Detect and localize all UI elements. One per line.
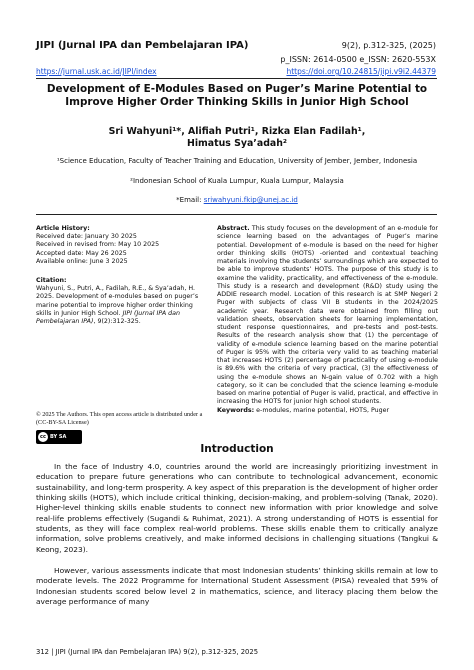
volume-info: 9(2), p.312-325, (2025)	[341, 41, 436, 50]
section-divider	[36, 214, 437, 215]
issn-info: p_ISSN: 2614-0500 e_ISSN: 2620-553X	[280, 55, 436, 64]
intro-paragraph-1: In the face of Industry 4.0, countries around the world are increasingly prioritizing investment in education to prepare future generations who can contribute to technological advancement, economic sustainability, and long-term prosperity. A key aspect of this preparation is the development of higher order thinking skills (HOTS), which include critical thinking, decision-making, and problem-solving (Tanak, 2020). Higher-level thinking skills enable students to connect new information with prior knowledge and solve real-life problems effectively (Sugandi & Ruhimat, 2021). A strong understanding of HOTS is essential for students, as they will face complex real-world problems. These skills enable them to critically analyze information, solve problems creatively, and make informed decisions in challenging situations (Tangkui & Keong, 2023).	[36, 462, 438, 554]
citation-journal: JIPI (Jurnal IPA dan Pembelajaran IPA)	[36, 309, 180, 326]
article-title: Development of E-Modules Based on Puger’s Marine Potential to Improve Higher Order Thinking Skills in Junior High School	[46, 83, 428, 108]
cc-by-sa-badge[interactable]	[36, 430, 82, 444]
license-text: © 2025 The Authors. This open access article is distributed under a (CC-BY-SA License)	[36, 411, 203, 426]
cc-logo-icon: cc	[38, 432, 48, 442]
authors	[40, 126, 434, 150]
history-heading: Article History:	[36, 225, 90, 232]
received-date: Received date: January 30 2025	[36, 233, 137, 241]
cc-badge-text: BY SA	[50, 434, 67, 440]
citation-main: Wahyuni, S., Putri, A., Fadilah, R.E., & Sya’adah, H. 2025. Development of e-modules based on puger’s marine potential to improve higher order thinking skills in Junior High School.	[36, 285, 199, 317]
authors-line-1: Sri Wahyuni¹*, Alifiah Putri¹, Rizka Elan Fadilah¹,	[108, 126, 366, 137]
citation-text	[36, 285, 206, 326]
keywords-label: Keywords:	[217, 406, 255, 414]
corresponding-email	[40, 196, 434, 204]
page-footer: 312 | JIPI (Jurnal IPA dan Pembelajaran IPA) 9(2), p.312-325, 2025	[36, 648, 259, 656]
affiliation-1: ¹Science Education, Faculty of Teacher Training and Education, University of Jember, Jember, Indonesia	[56, 157, 418, 165]
affiliation-2: ²Indonesian School of Kuala Lumpur, Kuala Lumpur, Malaysia	[130, 177, 344, 185]
abstract-text: This study focuses on the development of an e-module for science learning based on the advantages of Puger’s marine potential. Development of e-module is based on the need for higher order thinking skills (HOTS) -oriented and contextual teaching materials involving the students’ surroundings which are expected to be able to improve students’ HOTS. The purpose of this study is to examine the validity, practicality, and effectiveness of the e-module. This study is a research and development (R&D) study using the ADDIE research model. Location of this research is at SMP Negeri 2 Puger with subjects of class VII B students in the 2024/2025 academic year. Research data were obtained from filling out validation sheets, observation sheets for learning implementation, student response questionnaires, and pre-tests and post-tests. Results of the research analysis show that (1) the percentage of validity of e-module science learning based on the marine potential of Puger is 95% with the criteria very valid to as teaching material that increases HOTS (2) percentage of practicality of using e-module is 89.6% with the criteria of very practical, (3) the effectiveness of using the e-module shows an N-gain value of 0.702 with a high category, so it can be concluded that the science learning e-module based on marine potential of Puger is valid, practical, and effective in increasing the HOTS for junior high school students.	[217, 225, 438, 406]
authors-line-2: Himatus Sya’adah²	[186, 138, 288, 149]
revised-date: Received in revised from: May 10 2025	[36, 241, 160, 249]
email-link[interactable]: sriwahyuni.fkip@unej.ac.id	[203, 196, 298, 204]
abstract-label: Abstract.	[217, 225, 250, 232]
introduction-heading: Introduction	[200, 443, 274, 455]
accepted-date: Accepted date: May 26 2025	[36, 249, 127, 257]
intro-paragraph-2: However, various assessments indicate that most Indonesian students’ thinking skills remain at low to moderate levels. The 2022 Programme for International Student Assessment (PISA) revealed that 59% of Indonesian students scored below level 2 in mathematics, science, and literacy placing them below the average performance of many	[36, 566, 438, 607]
abstract	[217, 225, 438, 415]
online-date: Available online: June 3 2025	[36, 257, 128, 265]
article-history	[36, 225, 206, 266]
citation-heading: Citation:	[36, 277, 67, 284]
email-label: *Email:	[176, 196, 204, 204]
citation-end: , 9(2):312-325.	[93, 318, 141, 326]
keywords-text: e-modules, marine potential, HOTS, Puger	[254, 406, 390, 414]
journal-homepage-link[interactable]: https://jurnal.usk.ac.id/JIPI/index	[36, 67, 157, 76]
header-divider	[36, 78, 437, 79]
doi-link[interactable]: https://doi.org/10.24815/jipi.v9i2.44379	[286, 67, 436, 76]
citation-block	[36, 277, 206, 326]
journal-name: JIPI (Jurnal IPA dan Pembelajaran IPA)	[36, 40, 249, 51]
